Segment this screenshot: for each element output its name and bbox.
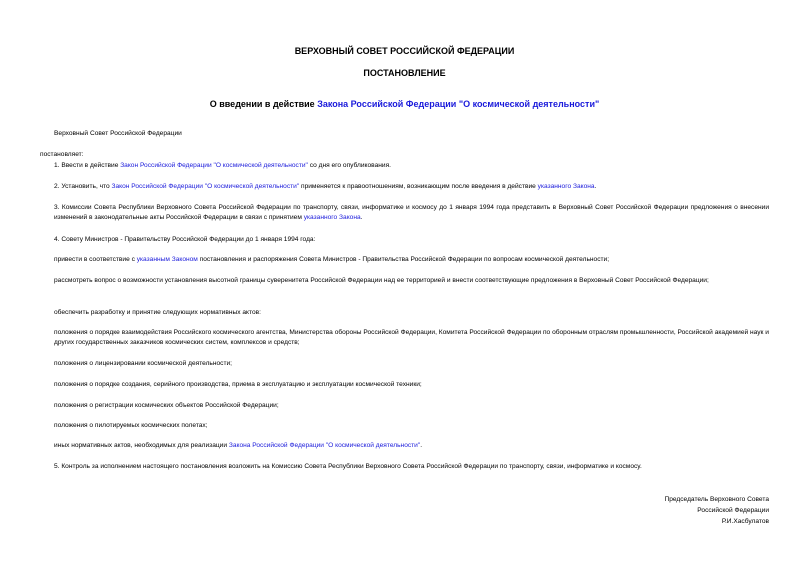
- title-prefix: О введении в действие: [209, 99, 318, 109]
- act-item-production: положения о порядке создания, серийного производства, приема в эксплуатацию и эксплуатации космической техники;: [54, 381, 422, 388]
- p3-text-a: 3. Комиссии Совета Республики Верховного Совета Российской Федерации по транспорту, связи, информатике и космосу до 1 января 1994 года представить в Верховный Совет Российской Федерации предложения о внесении изменений в законодательные акты Российской Федерации в связи с принятием: [54, 204, 769, 221]
- act-item-other: [40, 441, 769, 451]
- title-law-link[interactable]: Закона Российской Федерации "О космической деятельности": [317, 99, 600, 109]
- p4-3-6-text-a: иных нормативных актов, необходимых для реализации: [54, 442, 229, 449]
- paragraph-4-item-3: обеспечить разработку и принятие следующих нормативных актов:: [54, 309, 261, 316]
- document-title: [40, 99, 769, 110]
- issuing-body: ВЕРХОВНЫЙ СОВЕТ РОССИЙСКОЙ ФЕДЕРАЦИИ: [294, 46, 515, 56]
- act-item-registration: положения о регистрации космических объектов Российской Федерации;: [54, 402, 279, 409]
- p4-3-6-law-link[interactable]: Закона Российской Федерации "О космической деятельности": [228, 442, 421, 449]
- paragraph-4-item-2: рассмотреть вопрос о возможности установления высотной границы суверенитета Российской Федерации над ее территорией и внести соответствующие предложения в Верховный Совет Российской Федерации;: [54, 277, 709, 284]
- paragraph-5: 5. Контроль за исполнением настоящего постановления возложить на Комиссию Совета Республики Верховного Совета Российской Федерации по транспорту, связи, информатике и космосу.: [54, 463, 642, 470]
- p3-text-b: .: [360, 214, 363, 221]
- signature-title: Председатель Верховного Совета: [664, 496, 769, 503]
- p2-specified-law-link[interactable]: указанного Закона: [537, 183, 595, 190]
- paragraph-1: [40, 161, 769, 171]
- signature-org: Российской Федерации: [697, 507, 769, 514]
- p4-1-specified-law-link[interactable]: указанным Законом: [136, 256, 198, 263]
- intro-text: Верховный Совет Российской Федерации: [54, 130, 182, 137]
- act-item-interaction: положения о порядке взаимодействия Российского космического агентства, Министерства обороны Российской Федерации, Комитета Российской Федерации по оборонным отраслям промышленности, Российской академией наук и других государственных заказчиков космических систем, комплексов и средств;: [54, 329, 769, 346]
- document-type: ПОСТАНОВЛЕНИЕ: [363, 68, 446, 78]
- p2-text-a: 2. Установить, что: [54, 183, 112, 190]
- p3-specified-law-link[interactable]: указанного Закона: [303, 214, 361, 221]
- p4-1-text-b: постановления и распоряжения Совета Министров - Правительства Российской Федерации по вопросам космической деятельности;: [197, 256, 610, 263]
- p1-law-link[interactable]: Закон Российской Федерации "О космической деятельности": [120, 162, 308, 169]
- paragraph-4: 4. Совету Министров - Правительству Российской Федерации до 1 января 1994 года:: [54, 236, 316, 243]
- act-item-manned-flights: положения о пилотируемых космических полетах;: [54, 422, 208, 429]
- signature-name: Р.И.Хасбулатов: [721, 518, 769, 525]
- resolves-text: постановляет:: [40, 151, 84, 158]
- p2-text-c: .: [594, 183, 597, 190]
- act-item-licensing: положения о лицензировании космической деятельности;: [54, 360, 233, 367]
- p4-3-6-text-b: .: [420, 442, 423, 449]
- paragraph-2: [40, 182, 769, 192]
- p4-1-text-a: привести в соответствие с: [54, 256, 137, 263]
- p1-text-a: 1. Ввести в действие: [54, 162, 121, 169]
- p2-law-link[interactable]: Закон Российской Федерации "О космической деятельности": [111, 183, 300, 190]
- paragraph-4-item-1: [40, 255, 769, 265]
- signature-block: [569, 494, 769, 527]
- p2-text-b: применяется к правоотношениям, возникающим после введения в действие: [299, 183, 538, 190]
- paragraph-3: [40, 203, 769, 223]
- p1-text-b: со дня его опубликования.: [307, 162, 391, 169]
